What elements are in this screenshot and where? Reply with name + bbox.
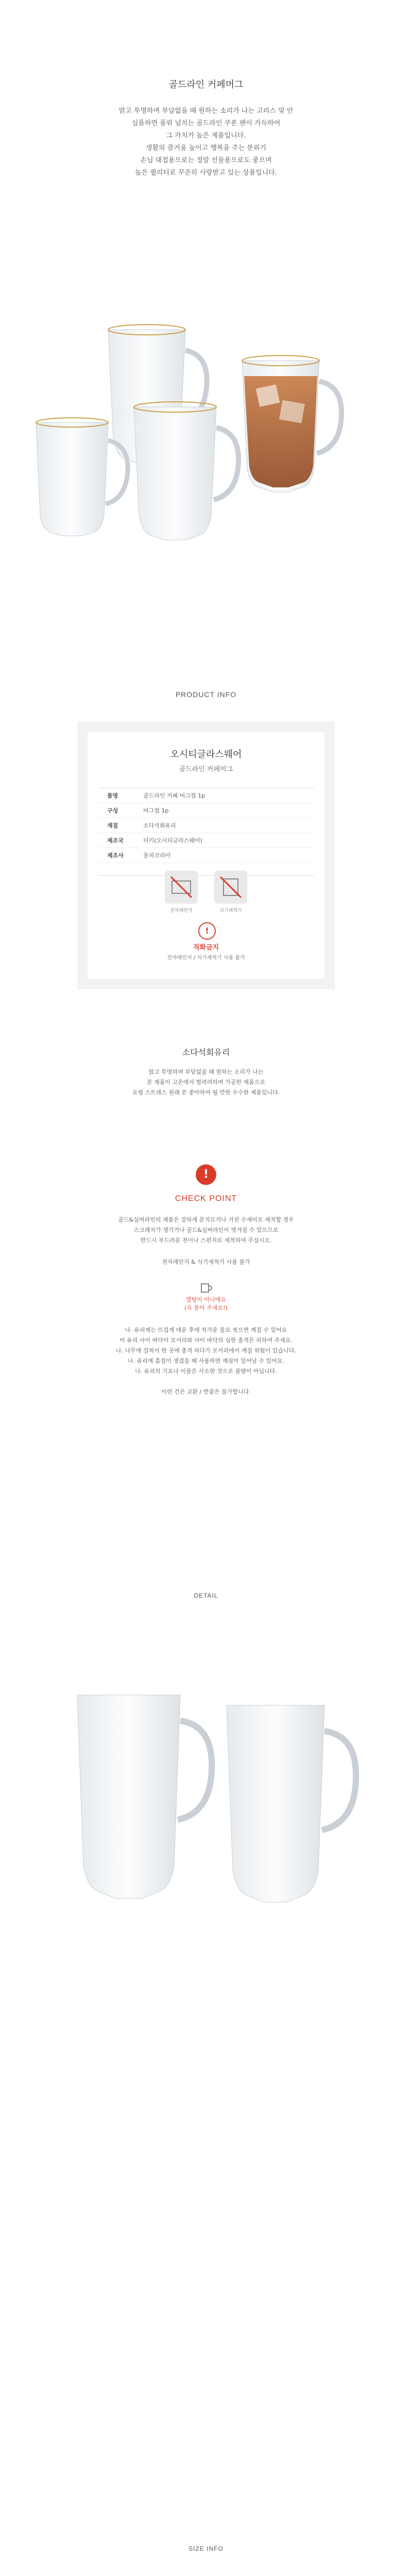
material-line: 요령 스트레스 원래 분 좋아하여 될 만한 우수한 제품입니다. bbox=[132, 1089, 280, 1096]
microwave-icon bbox=[165, 871, 198, 904]
material-line: 본 제품이 고온에서 벌려려하며 가공한 제품으로 bbox=[146, 1079, 265, 1086]
product-info-heading: PRODUCT INFO bbox=[175, 690, 237, 699]
checkpoint-note: 나. 유리에 흠집이 생겼을 때 사용하면 깨짐이 일어날 수 있어요. bbox=[127, 1358, 285, 1364]
cup-with-tea bbox=[242, 355, 341, 492]
material-line: 맑고 투명하며 부담없을 때 원하는 소리가 나는 bbox=[148, 1069, 264, 1075]
intro-line: 심플하면 품위 넘치는 골드라인 쿠폰 팬이 가득하여 bbox=[131, 120, 281, 127]
microwave-label: 전자레인지 bbox=[170, 908, 193, 913]
material-section bbox=[0, 1046, 412, 1098]
product-info-heading-wrap bbox=[0, 690, 412, 699]
checkpoint-warning: 전자레인지 & 식기세척기 사용 불가 bbox=[162, 1259, 250, 1265]
hot-sub: (옥 봉어 주세요!) bbox=[184, 1304, 228, 1311]
product-info-box bbox=[77, 721, 335, 989]
detail-cup-right bbox=[227, 1705, 356, 1902]
detail-heading-wrap bbox=[0, 1592, 412, 1599]
spec-row: 품명 골드라인 커페 머그컵 1p bbox=[98, 788, 314, 803]
size-info-heading: SIZE INFO bbox=[188, 2545, 224, 2552]
checkpoint-section bbox=[0, 1194, 412, 1397]
checkpoint-note: 이 유리 사이 바닥이 모서리와 사이 바닥의 심한 충격은 피하여 주세요. bbox=[119, 1337, 293, 1344]
intro-line: 높은 퀄리티로 꾸준히 사랑받고 있는 상품입니다. bbox=[135, 169, 277, 177]
checkpoint-line: 골드&실버라인의 제품은 강하게 문지르거나 거친 수세미로 세척할 경우 bbox=[118, 1216, 294, 1223]
spec-row: 제조국 터키(오시티글라스웨어) bbox=[98, 833, 314, 848]
dishwasher-label: 식기세척기 bbox=[219, 908, 242, 913]
checkpoint-red-note: 이런 건은 교환 / 반품은 불가합니다. bbox=[161, 1388, 251, 1395]
product-name: 골드라인 커페머그 bbox=[179, 766, 233, 773]
caution-title: 직화금지 bbox=[193, 944, 219, 952]
cup-icon bbox=[0, 1280, 412, 1295]
spec-table bbox=[98, 788, 314, 863]
spec-row: 구성 머그컵 1p bbox=[98, 803, 314, 818]
material-title: 소다석회유리 bbox=[182, 1047, 230, 1057]
dishwasher-icon bbox=[214, 871, 247, 904]
intro-line: 맑고 투명하며 부담없을 때 원하는 소리가 나는 고리스 및 안 bbox=[118, 107, 294, 115]
cup-front-center bbox=[134, 402, 238, 540]
checkpoint-note: 나. 나무에 걸쳐서 한 곳에 충격 하다가 모서리에서 깨질 위험이 있습니다. bbox=[115, 1347, 297, 1354]
product-info-card bbox=[88, 732, 324, 979]
checkpoint-heading: CHECK POINT bbox=[175, 1194, 237, 1203]
detail-photo bbox=[0, 1633, 412, 2045]
hot-label: 열탕이 아니에요 bbox=[186, 1296, 226, 1303]
alert-icon: ! bbox=[196, 1164, 216, 1185]
detail-heading: DETAIL bbox=[194, 1592, 218, 1599]
checkpoint-note: 나. 유리의 기포나 이물은 사소한 것으로 불량이 아닙니다. bbox=[135, 1368, 277, 1375]
checkpoint-note: 나. 유리제는 뜨겁게 데운 후에 차가운 물로 씻으면 깨질 수 있어요 bbox=[125, 1327, 287, 1333]
intro-line: 생활의 즐거움 높이고 행복을 주는 분위기 bbox=[145, 144, 267, 152]
intro-title: 골드라인 커페머그 bbox=[168, 79, 244, 90]
checkpoint-line: 스크래치가 생기거나 골드&실버라인이 벗겨질 수 있으므로 bbox=[133, 1227, 279, 1233]
intro-line: 그 가치가 높은 제품입니다. bbox=[166, 132, 246, 140]
intro-section bbox=[0, 77, 412, 179]
checkpoint-line: 반드시 부드러운 천이나 스펀지로 세척하여 주십시오. bbox=[140, 1237, 272, 1244]
spec-row: 제조사 몽피코리아 bbox=[98, 848, 314, 863]
intro-line: 손님 대접용으로는 정말 선물용으로도 좋으며 bbox=[140, 157, 272, 164]
caution-text: 전자레인지 / 식기세척기 사용 불가 bbox=[167, 955, 245, 961]
product-photo-group bbox=[0, 268, 412, 629]
size-info-heading-wrap bbox=[0, 2545, 412, 2552]
spec-row: 재질 소다석회유리 bbox=[98, 818, 314, 833]
fire-icon: ! bbox=[198, 922, 216, 940]
brand-name: 오시티글라스웨어 bbox=[170, 749, 242, 760]
detail-cup-left bbox=[77, 1695, 212, 1899]
